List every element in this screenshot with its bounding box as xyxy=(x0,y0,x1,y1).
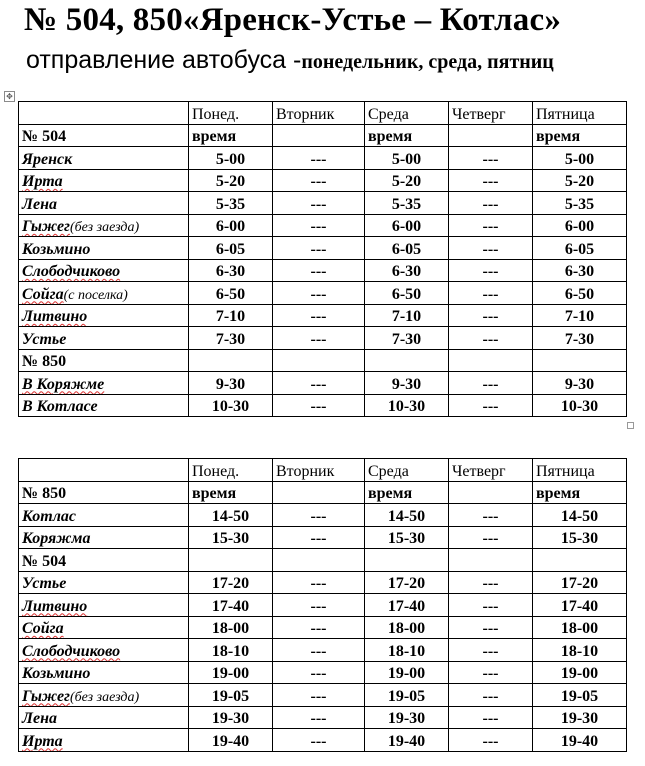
column-header: Пятница xyxy=(533,459,627,482)
stop-name-cell xyxy=(19,684,189,707)
route-number: № 504 xyxy=(19,124,189,147)
empty-cell xyxy=(189,349,273,372)
header-row xyxy=(19,102,627,125)
time-cell: 19-40 xyxy=(189,729,273,752)
time-cell: 9-30 xyxy=(365,372,449,395)
column-header: Среда xyxy=(365,102,449,125)
no-service-cell: --- xyxy=(449,327,533,350)
no-service-cell: --- xyxy=(449,282,533,305)
no-service-cell: --- xyxy=(449,639,533,662)
no-service-cell: --- xyxy=(449,504,533,527)
time-cell: 5-35 xyxy=(533,192,627,215)
stop-name: Слободчиково xyxy=(22,263,121,280)
stop-note: (с поселка) xyxy=(63,287,128,303)
no-service-cell: --- xyxy=(273,504,365,527)
stop-name: Литвино xyxy=(22,597,88,615)
table-row xyxy=(19,594,627,617)
time-cell: 6-05 xyxy=(365,237,449,260)
route-row xyxy=(19,124,627,147)
stop-name-cell xyxy=(19,639,189,662)
no-service-cell: --- xyxy=(273,214,365,237)
time-cell: 14-50 xyxy=(189,504,273,527)
stop-name: Сойга xyxy=(22,285,64,303)
time-cell: 6-00 xyxy=(189,214,273,237)
time-cell: 6-05 xyxy=(189,237,273,260)
stop-name-cell xyxy=(19,729,189,752)
no-service-cell: --- xyxy=(449,259,533,282)
time-label: время xyxy=(365,481,449,504)
stop-name: Лена xyxy=(22,710,57,727)
time-cell: 17-40 xyxy=(533,594,627,617)
stop-name: Ирта xyxy=(22,732,63,750)
time-cell: 9-30 xyxy=(533,372,627,395)
stop-name-cell xyxy=(19,259,189,282)
stop-name: В Коряжме xyxy=(22,375,105,393)
column-header: Пятница xyxy=(533,102,627,125)
no-service-cell: --- xyxy=(449,394,533,417)
stop-name: Гыжег xyxy=(22,218,70,235)
column-header: Среда xyxy=(365,459,449,482)
time-label: время xyxy=(189,481,273,504)
column-header: Понед. xyxy=(189,459,273,482)
table-row xyxy=(19,237,627,260)
table-row xyxy=(19,639,627,662)
no-service-cell: --- xyxy=(273,729,365,752)
route-row xyxy=(19,349,627,372)
time-cell: 5-20 xyxy=(189,169,273,192)
empty-cell xyxy=(273,549,365,572)
time-cell: 18-10 xyxy=(189,639,273,662)
time-cell: 19-30 xyxy=(365,706,449,729)
time-label: время xyxy=(365,124,449,147)
table-row xyxy=(19,259,627,282)
time-cell: 5-00 xyxy=(365,147,449,170)
no-service-cell: --- xyxy=(273,706,365,729)
table-row xyxy=(19,214,627,237)
time-cell: 10-30 xyxy=(365,394,449,417)
stop-name-cell xyxy=(19,304,189,327)
stop-name-cell xyxy=(19,192,189,215)
time-label: время xyxy=(533,124,627,147)
empty-cell xyxy=(533,349,627,372)
time-cell: 19-30 xyxy=(533,706,627,729)
time-cell: 19-05 xyxy=(189,684,273,707)
no-service-cell: --- xyxy=(273,639,365,662)
stop-name-cell xyxy=(19,237,189,260)
column-header: Понед. xyxy=(189,102,273,125)
no-service-cell: --- xyxy=(449,594,533,617)
stop-name: В Котласе xyxy=(22,398,98,415)
table-row xyxy=(19,661,627,684)
stop-name-cell xyxy=(19,706,189,729)
stop-name-cell xyxy=(19,504,189,527)
time-cell: 18-10 xyxy=(365,639,449,662)
empty-cell xyxy=(365,549,449,572)
no-service-cell: --- xyxy=(449,169,533,192)
stop-name-cell xyxy=(19,282,189,305)
table-row xyxy=(19,282,627,305)
no-service-cell: --- xyxy=(449,214,533,237)
column-header: Четверг xyxy=(449,102,533,125)
time-cell: 19-40 xyxy=(365,729,449,752)
empty-cell xyxy=(449,549,533,572)
no-service-cell: --- xyxy=(273,237,365,260)
table-row xyxy=(19,504,627,527)
return-table xyxy=(18,458,627,752)
stop-name-cell xyxy=(19,327,189,350)
table-row xyxy=(19,192,627,215)
time-cell: 18-10 xyxy=(533,639,627,662)
time-cell: 18-00 xyxy=(189,616,273,639)
no-service-cell: --- xyxy=(449,706,533,729)
time-cell: 6-30 xyxy=(189,259,273,282)
time-cell: 19-00 xyxy=(533,661,627,684)
stop-note: (без заезда) xyxy=(69,689,140,705)
time-cell: 19-05 xyxy=(533,684,627,707)
table-row xyxy=(19,372,627,395)
stop-name-cell xyxy=(19,372,189,395)
time-cell: 6-00 xyxy=(533,214,627,237)
stop-name-cell xyxy=(19,169,189,192)
no-service-cell: --- xyxy=(273,616,365,639)
time-cell: 10-30 xyxy=(189,394,273,417)
time-cell: 7-30 xyxy=(189,327,273,350)
no-service-cell: --- xyxy=(273,304,365,327)
stop-name: Козьмино xyxy=(22,240,91,258)
empty-cell xyxy=(449,481,533,504)
route-number: № 850 xyxy=(19,349,189,372)
table-row xyxy=(19,729,627,752)
no-service-cell: --- xyxy=(449,661,533,684)
time-cell: 18-00 xyxy=(533,616,627,639)
empty-cell xyxy=(273,349,365,372)
no-service-cell: --- xyxy=(449,237,533,260)
no-service-cell: --- xyxy=(449,526,533,549)
time-cell: 5-20 xyxy=(533,169,627,192)
no-service-cell: --- xyxy=(449,616,533,639)
time-label: время xyxy=(189,124,273,147)
subtitle-prefix: отправление автобуса - xyxy=(26,46,302,74)
stop-name: Гыжег xyxy=(22,687,70,705)
route-number: № 850 xyxy=(19,481,189,504)
stop-name: Яренск xyxy=(22,150,73,168)
time-cell: 15-30 xyxy=(533,526,627,549)
time-cell: 15-30 xyxy=(189,526,273,549)
no-service-cell: --- xyxy=(273,169,365,192)
stop-name: Литвино xyxy=(22,308,88,325)
time-cell: 15-30 xyxy=(365,526,449,549)
table-row xyxy=(19,526,627,549)
no-service-cell: --- xyxy=(273,259,365,282)
column-header: Четверг xyxy=(449,459,533,482)
subtitle-days: понедельник, среда, пятниц xyxy=(301,51,554,73)
no-service-cell: --- xyxy=(449,729,533,752)
route-row xyxy=(19,549,627,572)
stop-name: Коряжма xyxy=(22,530,91,547)
no-service-cell: --- xyxy=(449,147,533,170)
stop-name-cell xyxy=(19,214,189,237)
table-row xyxy=(19,304,627,327)
stop-note: (без заезда) xyxy=(69,220,140,235)
stop-name-cell xyxy=(19,616,189,639)
time-cell: 10-30 xyxy=(533,394,627,417)
time-cell: 14-50 xyxy=(365,504,449,527)
time-cell: 5-00 xyxy=(533,147,627,170)
time-label: время xyxy=(533,481,627,504)
time-cell: 17-20 xyxy=(189,571,273,594)
page-subtitle xyxy=(26,46,554,75)
table-row xyxy=(19,684,627,707)
no-service-cell: --- xyxy=(273,282,365,305)
stop-name-cell xyxy=(19,526,189,549)
time-cell: 7-10 xyxy=(533,304,627,327)
no-service-cell: --- xyxy=(273,571,365,594)
time-cell: 17-40 xyxy=(365,594,449,617)
time-cell: 7-30 xyxy=(533,327,627,350)
table-resize-handle[interactable] xyxy=(627,422,634,429)
time-cell: 5-20 xyxy=(365,169,449,192)
empty-cell xyxy=(273,124,365,147)
stop-name: Ирта xyxy=(22,173,63,190)
stop-name: Устье xyxy=(22,330,67,348)
no-service-cell: --- xyxy=(449,192,533,215)
no-service-cell: --- xyxy=(273,327,365,350)
time-cell: 5-35 xyxy=(189,192,273,215)
time-cell: 7-10 xyxy=(365,304,449,327)
no-service-cell: --- xyxy=(273,394,365,417)
table-row xyxy=(19,571,627,594)
table-row xyxy=(19,147,627,170)
table-row xyxy=(19,706,627,729)
time-cell: 6-05 xyxy=(533,237,627,260)
empty-cell xyxy=(365,349,449,372)
no-service-cell: --- xyxy=(273,594,365,617)
time-cell: 5-00 xyxy=(189,147,273,170)
table-row xyxy=(19,394,627,417)
time-cell: 17-40 xyxy=(189,594,273,617)
stop-name-cell xyxy=(19,661,189,684)
no-service-cell: --- xyxy=(273,526,365,549)
stop-name: Козьмино xyxy=(22,665,91,682)
no-service-cell: --- xyxy=(449,372,533,395)
header-row xyxy=(19,459,627,482)
route-number: № 504 xyxy=(19,549,189,572)
empty-cell xyxy=(189,549,273,572)
column-header xyxy=(19,102,189,125)
time-cell: 19-05 xyxy=(365,684,449,707)
time-cell: 5-35 xyxy=(365,192,449,215)
stop-name: Котлас xyxy=(22,507,76,525)
stop-name-cell xyxy=(19,147,189,170)
no-service-cell: --- xyxy=(273,147,365,170)
time-cell: 6-00 xyxy=(365,214,449,237)
time-cell: 18-00 xyxy=(365,616,449,639)
stop-name-cell xyxy=(19,594,189,617)
no-service-cell: --- xyxy=(273,684,365,707)
table-move-handle-icon[interactable]: ✥ xyxy=(4,91,15,102)
time-cell: 6-50 xyxy=(533,282,627,305)
time-cell: 17-20 xyxy=(365,571,449,594)
empty-cell xyxy=(449,124,533,147)
time-cell: 7-10 xyxy=(189,304,273,327)
table-row xyxy=(19,327,627,350)
time-cell: 19-30 xyxy=(189,706,273,729)
no-service-cell: --- xyxy=(449,684,533,707)
stop-name-cell xyxy=(19,571,189,594)
empty-cell xyxy=(273,481,365,504)
empty-cell xyxy=(533,549,627,572)
time-cell: 6-50 xyxy=(365,282,449,305)
departure-table xyxy=(18,101,627,417)
time-cell: 6-30 xyxy=(365,259,449,282)
table-row xyxy=(19,169,627,192)
column-header xyxy=(19,459,189,482)
no-service-cell: --- xyxy=(273,661,365,684)
page-title: № 504, 850«Яренск-Устье – Котлас» xyxy=(24,2,562,38)
time-cell: 19-40 xyxy=(533,729,627,752)
time-cell: 19-00 xyxy=(189,661,273,684)
no-service-cell: --- xyxy=(449,304,533,327)
stop-name: Лена xyxy=(22,195,57,213)
time-cell: 14-50 xyxy=(533,504,627,527)
stop-name-cell xyxy=(19,394,189,417)
table-row xyxy=(19,616,627,639)
no-service-cell: --- xyxy=(273,192,365,215)
time-cell: 6-50 xyxy=(189,282,273,305)
stop-name: Слободчиково xyxy=(22,642,121,660)
route-row xyxy=(19,481,627,504)
time-cell: 9-30 xyxy=(189,372,273,395)
time-cell: 19-00 xyxy=(365,661,449,684)
time-cell: 7-30 xyxy=(365,327,449,350)
empty-cell xyxy=(449,349,533,372)
stop-name: Устье xyxy=(22,575,67,592)
stop-name: Сойга xyxy=(22,620,64,637)
column-header: Вторник xyxy=(273,459,365,482)
column-header: Вторник xyxy=(273,102,365,125)
no-service-cell: --- xyxy=(273,372,365,395)
time-cell: 6-30 xyxy=(533,259,627,282)
no-service-cell: --- xyxy=(449,571,533,594)
time-cell: 17-20 xyxy=(533,571,627,594)
